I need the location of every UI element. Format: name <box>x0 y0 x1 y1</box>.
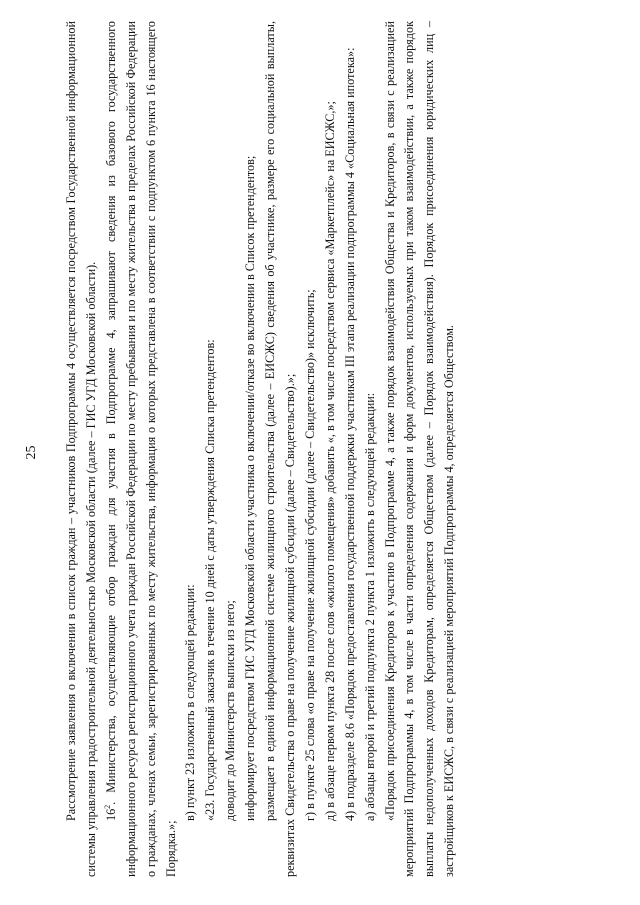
document-body <box>62 21 460 877</box>
paragraph: в) пункт 23 изложить в следующей редакции: <box>183 584 198 821</box>
paragraph: доводит до Министерств выписки из него; <box>223 600 238 821</box>
paragraph: размещает в единой информационной системе жилищного строительства (далее – ЕИСЖС) сведения об участнике, размере его социальной выплаты, реквизитах Свидетельства о праве на получение жилищной субсидии (далее – Свидетельство).»; <box>263 21 297 877</box>
paragraph: «23. Государственный заказчик в течение 10 дней с даты утверждения Списка претендентов: <box>203 339 218 821</box>
page-number: 25 <box>24 445 39 460</box>
paragraph: Рассмотрение заявления о включении в список граждан – участников Подпрограммы 4 осуществляется посредством Государственной информационной системы управления градостроительной деятельностью Московской области (далее – ГИС УГД Московской области). <box>64 21 98 877</box>
paragraph-number: 16 <box>103 808 118 821</box>
paragraph: г) в пункте 25 слова «о праве на получение жилищной субсидии (далее – Свидетельство)» исключить; <box>302 289 317 821</box>
paragraph-number-superscript: 2 <box>102 804 112 809</box>
paragraph: д) в абзаце первом пункта 28 после слов «жилого помещения» добавить «, в том числе посредством сервиса «Маркетплейс» на ЕИСЖС,»; <box>322 101 337 821</box>
paragraph-text: . Министерства, осуществляющие отбор граждан для участия в Подпрограмме 4, запрашивают сведения из базового государственного информационного ресурса регистрационного учета граждан Российской Федерации по месту пребывания и по месту жительства в пределах Российской Федерации о гражданах, членах семьи, зарегистрированных по месту жительства, информация о которых представлена в соответствии с подпунктом 6 пункта 16 настоящего Порядка.»; <box>103 21 178 877</box>
paragraph: 4) в подразделе 8.6 «Порядок предоставления государственной поддержки участникам III этапа реализации подпрограммы 4 «Социальная ипотека»: <box>342 47 357 821</box>
paragraph: а) абзацы второй и третий подпункта 2 пункта 1 изложить в следующей редакции: <box>362 392 377 821</box>
paragraph <box>102 21 182 877</box>
paragraph: информирует посредством ГИС УГД Московской области участника о включении/отказе во включении в Список претендентов; <box>243 155 258 821</box>
paragraph: «Порядок присоединения Кредиторов к участию в Подпрограмме 4, а также порядок взаимодействия Общества и Кредиторов, в связи с реализацией мероприятий Подпрограммы 4, в том числе в части определения содержания и форм документов, используемых при таком взаимодействии, а также порядок выплаты недополученных доходов Кредиторам, определяется Обществом (далее – Порядок взаимодействия). Порядок присоединения юридических лиц – застройщиков к ЕИСЖС, в связи с реализацией мероприятий Подпрограммы 4, определяется Обществом. <box>382 21 457 877</box>
